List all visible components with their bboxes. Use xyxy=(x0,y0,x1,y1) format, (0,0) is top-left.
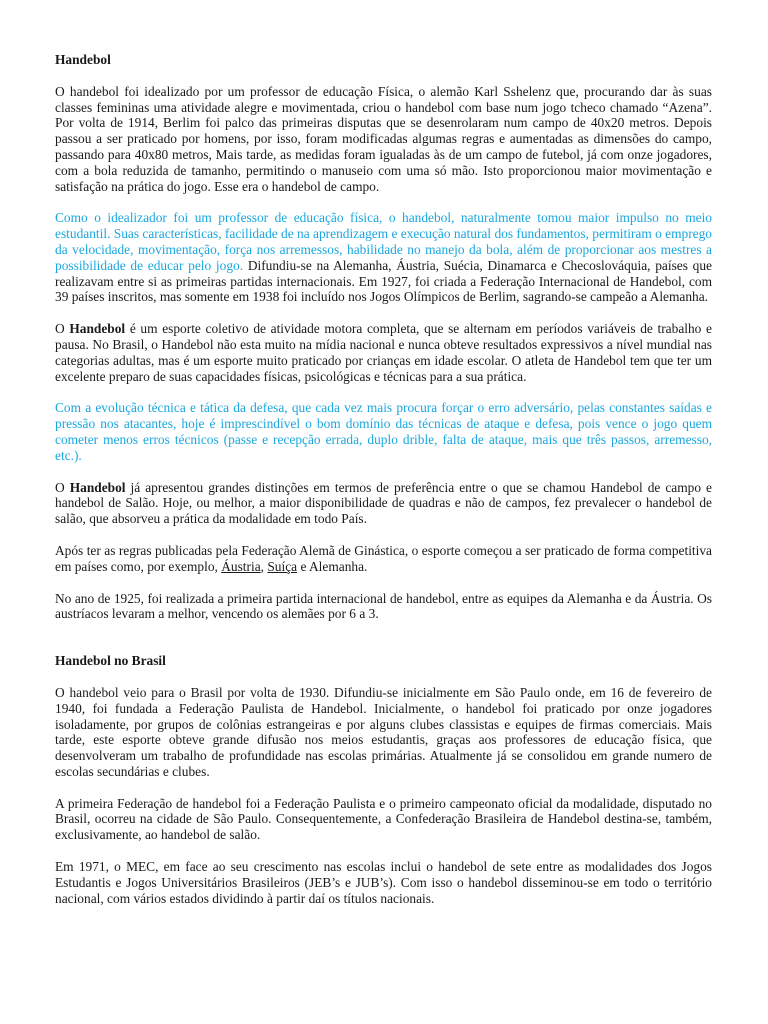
paragraph-text: O xyxy=(55,479,70,495)
paragraph-sport-definition xyxy=(55,321,712,384)
paragraph-text: e Alemanha. xyxy=(297,558,368,574)
paragraph-spread xyxy=(55,210,712,305)
section-title: Handebol no Brasil xyxy=(55,653,166,669)
paragraph-text: O xyxy=(55,321,70,337)
paragraph-technique: Com a evolução técnica e tática da defesa, que cada vez mais procura forçar o erro adversário, pelas constantes saídas e pressão nos atacantes, hoje é imprescindível o bom domínio das técnicas de ataque e defesa, pois vence o jogo quem cometer menos erros técnicos (passe e recepção errada, duplo drible, falta de ataque, mais que três passos, arremesso, etc.). xyxy=(55,400,712,463)
paragraph-brazil-history: O handebol veio para o Brasil por volta de 1930. Difundiu-se inicialmente em São Paulo onde, em 16 de fevereiro de 1940, foi fundada a Federação Paulista de Handebol. Inicialmente, o handebol foi praticado por onze jogadores isoladamente, por grupos de colônias estrangeiras e por alguns clubes classistas e equipes de firmas comerciais. Mais tarde, este esporte obteve grande difusão nos meios estudantis, graças aos professores de educação física, que desenvolveram um trabalho de profundidade nas escolas primárias. Atualmente já se consolidou em grande numero de escolas secundárias e clubes. xyxy=(55,684,712,779)
paragraph-rules xyxy=(55,543,712,575)
link-austria[interactable]: Áustria xyxy=(221,558,261,574)
paragraph-mec: Em 1971, o MEC, em face ao seu crescimento nas escolas inclui o handebol de sete entre as modalidades dos Jogos Estudantis e Jogos Universitários Brasileiros (JEB’s e JUB’s). Com isso o handebol disseminou-se em todo o território nacional, com vários estados dividindo à partir daí os títulos nacionais. xyxy=(55,859,712,906)
paragraph-text: Difundiu-se na Alemanha, Áustria, Suécia, Dinamarca e Checoslováquia, países que realizavam entre si as primeiras partidas internacionais. Em 1927, foi criada a Federação Internacional de Handebol, com 39 países inscritos, mas somente em 1938 foi incluído nos Jogos Olímpicos de Berlim, sagrando-se campeão a Alemanha. xyxy=(55,257,712,305)
bold-term: Handebol xyxy=(69,321,126,337)
paragraph-federation: A primeira Federação de handebol foi a Federação Paulista e o primeiro campeonato oficial da modalidade, disputado no Brasil, ocorreu na cidade de São Paulo. Consequentemente, a Confederação Brasileira de Handebol destina-se, também, exclusivamente, ao handebol de salão. xyxy=(55,795,712,843)
paragraph-text: Após ter as regras publicadas pela Federação Alemã de Ginástica, o esporte começou a ser praticado de forma competitiva em países como, por exemplo, xyxy=(55,542,712,574)
link-suica[interactable]: Suíça xyxy=(267,558,298,574)
page-title: Handebol xyxy=(55,52,111,67)
paragraph-origin: O handebol foi idealizado por um professor de educação Física, o alemão Karl Sshelenz que, procurando dar às suas classes femininas uma atividade alegre e movimentada, criou o handebol com base num jogo tcheco chamado “Azena”. Por volta de 1914, Berlim foi palco das primeiras disputas que se desenrolaram num campo de 40x20 metros. Depois passou a ser praticado por homens, por isso, foram modificadas algumas regras e aumentadas as dimensões do campo, passando para 40x80 metros, Mais tarde, as medidas foram igualadas às de um campo de futebol, já com onze jogadores, com a bola reduzida de tamanho, permitindo o manuseio com uma só mão. Isto proporcionou maior movimentação e satisfação na prática do jogo. Esse era o handebol de campo. xyxy=(55,83,712,194)
paragraph-first-match: No ano de 1925, foi realizada a primeira partida internacional de handebol, entre as equipes da Alemanha e da Áustria. Os austríacos levaram a melhor, vencendo os alemães por 6 a 3. xyxy=(55,590,712,622)
highlighted-text: Como o idealizador foi um professor de educação física, o handebol, naturalmente tomou maior impulso no meio estudantil. Suas características, facilidade de na aprendizagem e execução natural dos fundamentos, permitiram o emprego da velocidade, movimentação, força nos arremessos, habilidade no manejo da bola, além de proporcionar aos mestres a possibilidade de educar pelo jogo. xyxy=(55,210,712,273)
bold-term: Handebol xyxy=(69,479,126,495)
paragraph-text: é um esporte coletivo de atividade motora completa, que se alternam em períodos variáveis de trabalho e pausa. No Brasil, o Handebol não esta muito na mídia nacional e nunca obteve resultados expressivos a nível mundial nas categorias adultas, mas é um esporte muito praticado por crianças em idade escolar. O atleta de Handebol tem que ter um excelente preparo de suas capacidades físicas, psicológicas e técnicas para a sua prática. xyxy=(55,321,712,384)
paragraph-preference xyxy=(55,480,712,527)
separator: , xyxy=(260,558,268,574)
paragraph-text: já apresentou grandes distinções em termos de preferência entre o que se chamou Handebol de campo e handebol de Salão. Hoje, ou melhor, a maior disponibilidade de quadras e não de campos, fez prevalecer o handebol de salão, que absorveu a prática da modalidade em todo País. xyxy=(55,479,712,527)
